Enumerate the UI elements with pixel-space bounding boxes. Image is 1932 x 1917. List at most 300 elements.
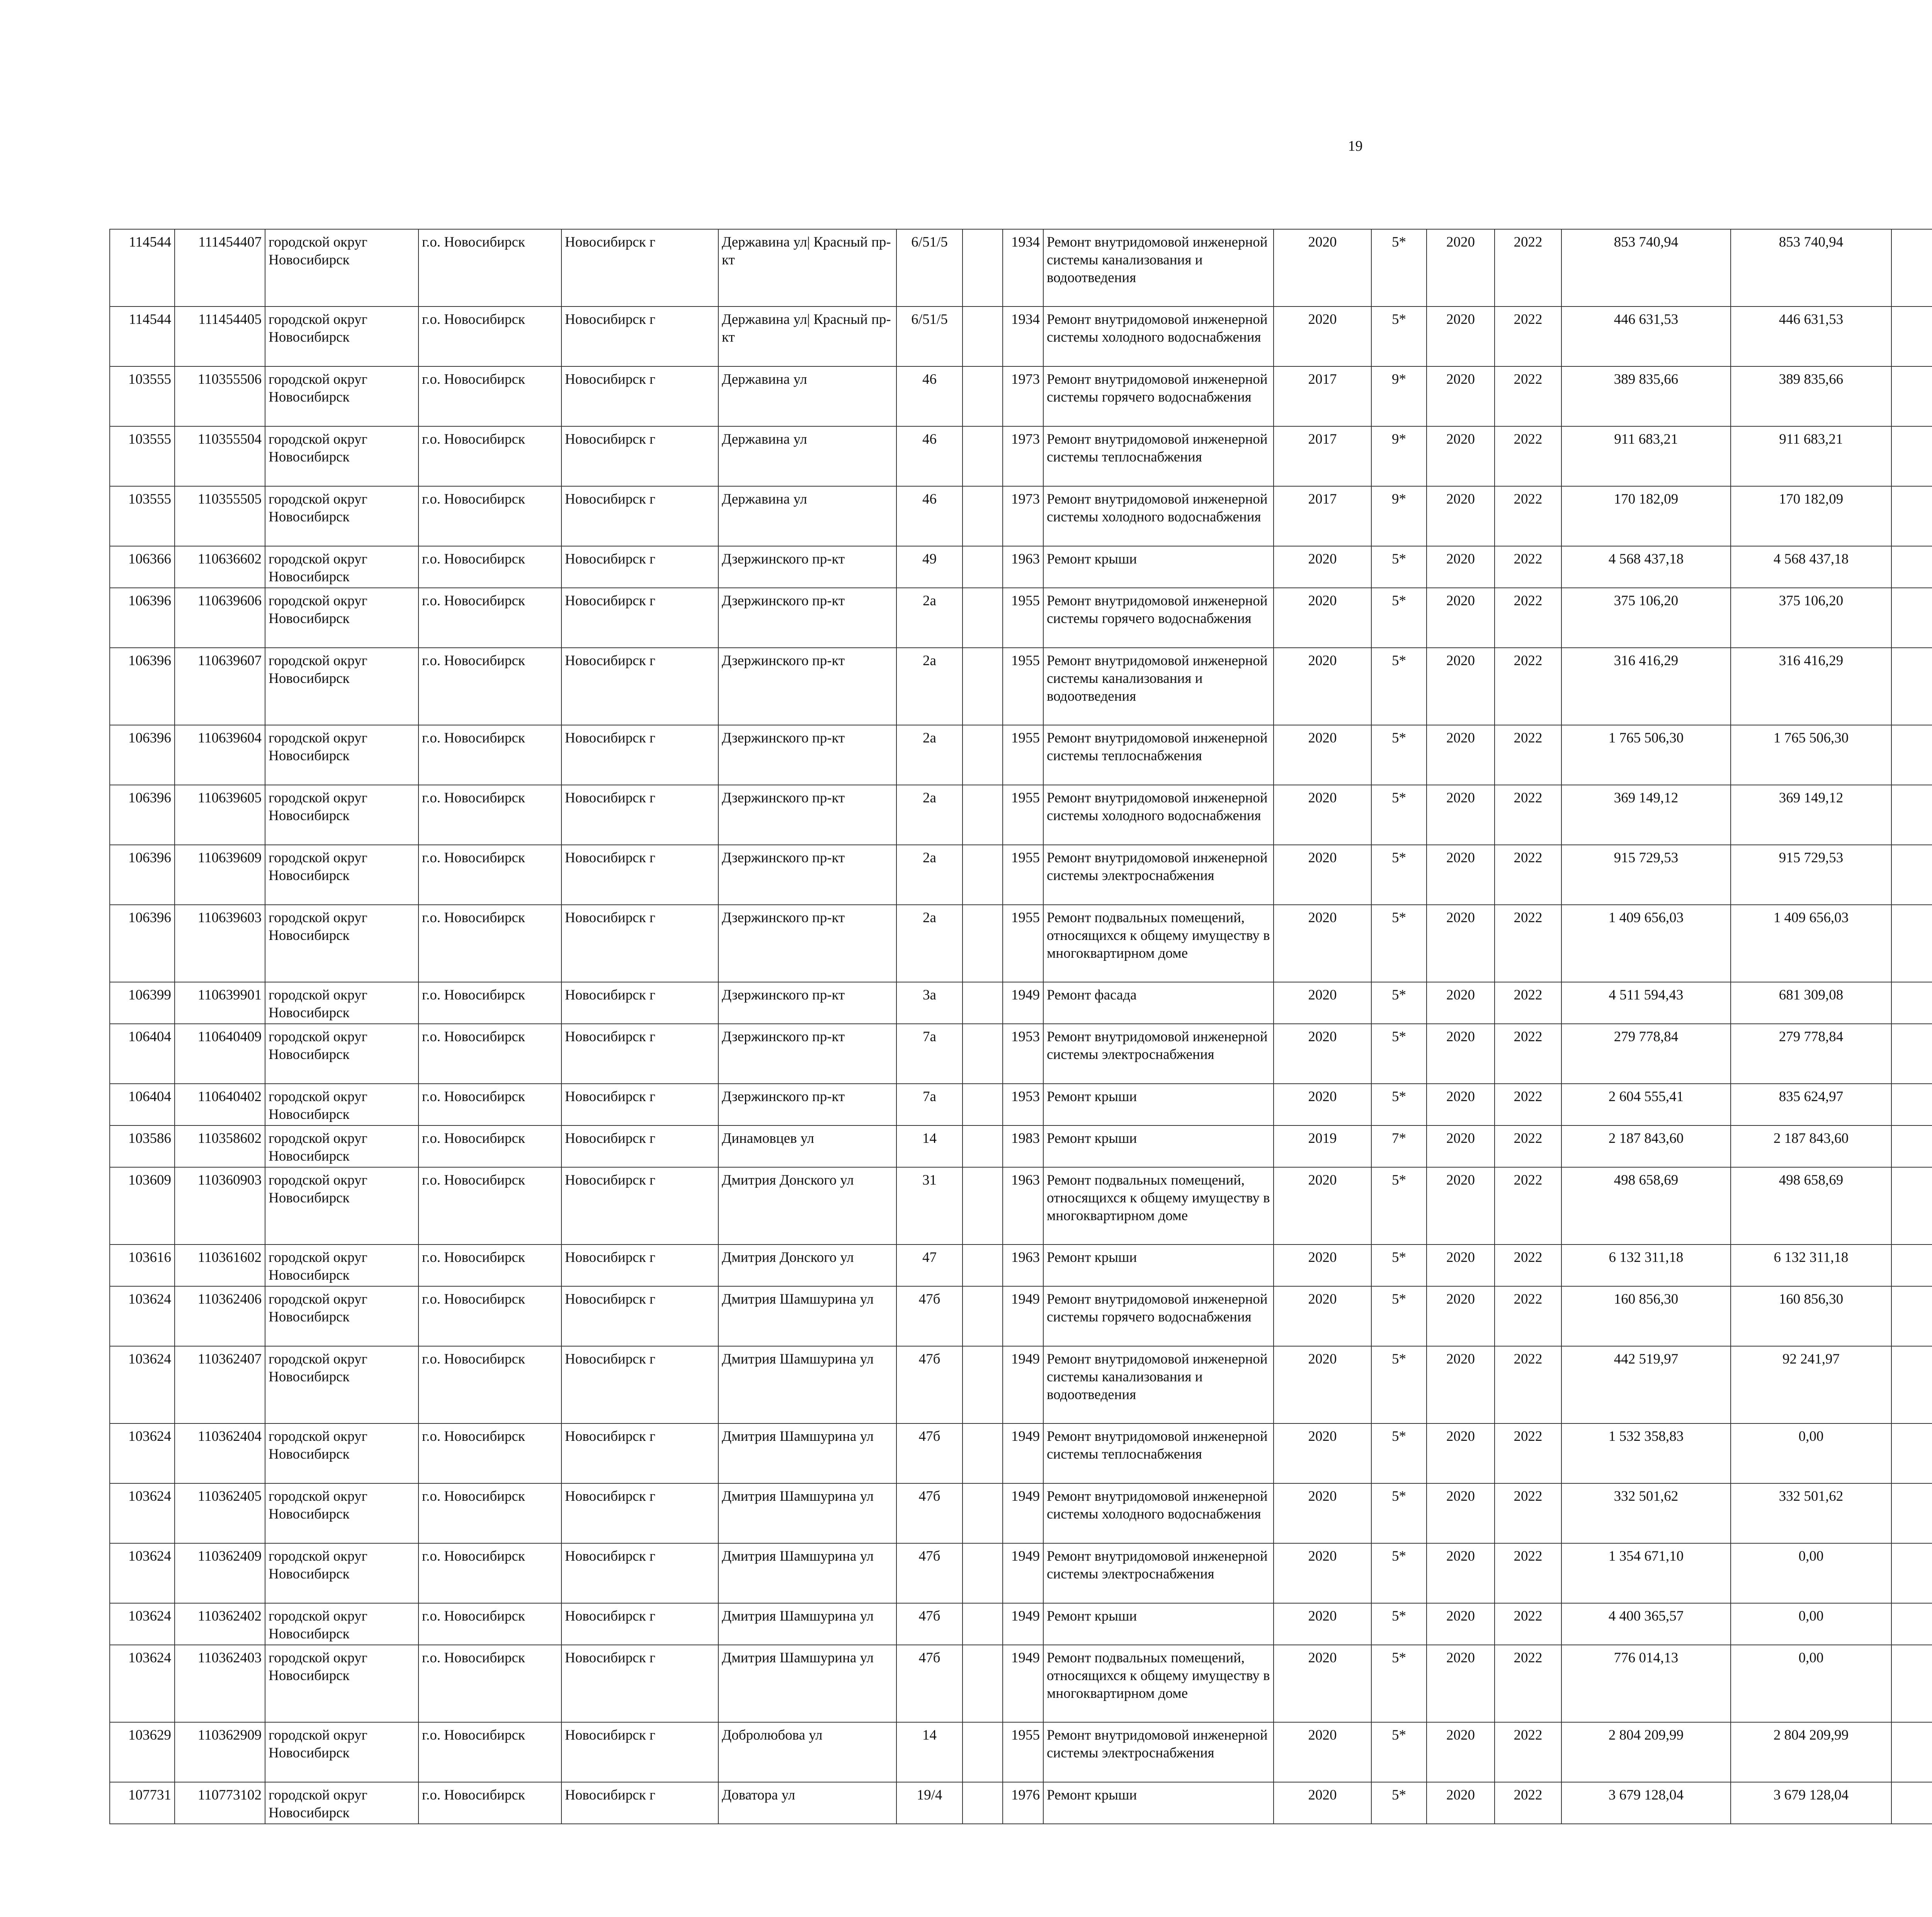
- cell-budget-federal: [1891, 1423, 1932, 1483]
- cell-year-built: 1934: [1003, 229, 1043, 306]
- cell-plan-end: 2022: [1495, 306, 1561, 366]
- cell-program-id: 110358602: [175, 1125, 265, 1167]
- cell-fund-cost: 0,00: [1731, 1543, 1891, 1603]
- cell-plan-end: 2022: [1495, 366, 1561, 426]
- table-row: [110, 1346, 1932, 1423]
- cell-house-id: 106396: [110, 845, 175, 905]
- cell-last-repair-year: 2020: [1274, 905, 1371, 982]
- table-row: [110, 1722, 1932, 1782]
- table-row: [110, 229, 1932, 306]
- cell-fund-cost: 2 804 209,99: [1731, 1722, 1891, 1782]
- cell-budget-federal: [1891, 366, 1932, 426]
- cell-street: Дзержинского пр-кт: [718, 725, 896, 785]
- cell-floors: 5*: [1371, 785, 1427, 845]
- cell-plan-start: 2020: [1427, 845, 1495, 905]
- cell-total-cost: 6 132 311,18: [1561, 1245, 1731, 1286]
- cell-district: г.о. Новосибирск: [418, 1245, 561, 1286]
- cell-district: г.о. Новосибирск: [418, 1603, 561, 1645]
- cell-total-cost: 369 149,12: [1561, 785, 1731, 845]
- cell-fund-cost: 170 182,09: [1731, 486, 1891, 546]
- cell-building: [963, 306, 1003, 366]
- cell-year-built: 1976: [1003, 1782, 1043, 1824]
- cell-municipality: городской округ Новосибирск: [265, 1167, 418, 1245]
- cell-settlement: Новосибирск г: [561, 1423, 718, 1483]
- cell-budget-federal: [1891, 306, 1932, 366]
- cell-street: Дзержинского пр-кт: [718, 982, 896, 1024]
- cell-work-type: Ремонт внутридомовой инженерной системы электроснабжения: [1043, 1722, 1274, 1782]
- cell-settlement: Новосибирск г: [561, 1167, 718, 1245]
- cell-house-id: 103624: [110, 1645, 175, 1722]
- cell-municipality: городской округ Новосибирск: [265, 426, 418, 486]
- cell-street: Державина ул| Красный пр-кт: [718, 306, 896, 366]
- cell-district: г.о. Новосибирск: [418, 366, 561, 426]
- cell-street: Дзержинского пр-кт: [718, 905, 896, 982]
- table-row: [110, 426, 1932, 486]
- cell-plan-end: 2022: [1495, 1286, 1561, 1346]
- cell-plan-start: 2020: [1427, 229, 1495, 306]
- cell-plan-end: 2022: [1495, 486, 1561, 546]
- cell-year-built: 1963: [1003, 546, 1043, 588]
- cell-program-id: 111454407: [175, 229, 265, 306]
- cell-work-type: Ремонт подвальных помещений, относящихся к общему имуществу в многоквартирном доме: [1043, 1167, 1274, 1245]
- cell-street: Державина ул: [718, 366, 896, 426]
- cell-work-type: Ремонт крыши: [1043, 546, 1274, 588]
- cell-plan-start: 2020: [1427, 366, 1495, 426]
- cell-fund-cost: 1 409 656,03: [1731, 905, 1891, 982]
- capital-repair-table: [109, 229, 1932, 1824]
- cell-program-id: 110362407: [175, 1346, 265, 1423]
- cell-floors: 5*: [1371, 1346, 1427, 1423]
- cell-year-built: 1949: [1003, 1645, 1043, 1722]
- cell-settlement: Новосибирск г: [561, 1245, 718, 1286]
- cell-municipality: городской округ Новосибирск: [265, 1423, 418, 1483]
- cell-budget-federal: [1891, 426, 1932, 486]
- table-row: [110, 1245, 1932, 1286]
- cell-budget-federal: [1891, 982, 1932, 1024]
- cell-floors: 5*: [1371, 1423, 1427, 1483]
- cell-plan-end: 2022: [1495, 1543, 1561, 1603]
- cell-settlement: Новосибирск г: [561, 306, 718, 366]
- cell-building: [963, 982, 1003, 1024]
- cell-budget-federal: [1891, 588, 1932, 648]
- cell-house-number: 47б: [896, 1603, 963, 1645]
- cell-total-cost: 4 568 437,18: [1561, 546, 1731, 588]
- cell-total-cost: 279 778,84: [1561, 1024, 1731, 1084]
- cell-fund-cost: 92 241,97: [1731, 1346, 1891, 1423]
- cell-program-id: 110362402: [175, 1603, 265, 1645]
- cell-year-built: 1955: [1003, 588, 1043, 648]
- cell-floors: 5*: [1371, 1722, 1427, 1782]
- cell-house-number: 47б: [896, 1286, 963, 1346]
- cell-plan-start: 2020: [1427, 905, 1495, 982]
- cell-building: [963, 1084, 1003, 1125]
- cell-plan-start: 2020: [1427, 1125, 1495, 1167]
- cell-plan-end: 2022: [1495, 1245, 1561, 1286]
- table-row: [110, 366, 1932, 426]
- cell-budget-federal: [1891, 1543, 1932, 1603]
- table-row: [110, 588, 1932, 648]
- cell-district: г.о. Новосибирск: [418, 486, 561, 546]
- cell-work-type: Ремонт внутридомовой инженерной системы теплоснабжения: [1043, 1423, 1274, 1483]
- cell-house-number: 6/51/5: [896, 229, 963, 306]
- cell-fund-cost: 911 683,21: [1731, 426, 1891, 486]
- cell-total-cost: 776 014,13: [1561, 1645, 1731, 1722]
- cell-house-number: 7а: [896, 1084, 963, 1125]
- cell-municipality: городской округ Новосибирск: [265, 1543, 418, 1603]
- cell-building: [963, 1603, 1003, 1645]
- cell-floors: 5*: [1371, 588, 1427, 648]
- cell-program-id: 110636602: [175, 546, 265, 588]
- cell-house-id: 103555: [110, 426, 175, 486]
- cell-building: [963, 1286, 1003, 1346]
- cell-work-type: Ремонт внутридомовой инженерной системы канализования и водоотведения: [1043, 648, 1274, 725]
- cell-house-id: 106404: [110, 1084, 175, 1125]
- cell-settlement: Новосибирск г: [561, 1084, 718, 1125]
- cell-house-number: 14: [896, 1722, 963, 1782]
- cell-house-id: 106396: [110, 648, 175, 725]
- cell-work-type: Ремонт крыши: [1043, 1603, 1274, 1645]
- table-row: [110, 785, 1932, 845]
- cell-settlement: Новосибирск г: [561, 229, 718, 306]
- cell-district: г.о. Новосибирск: [418, 648, 561, 725]
- cell-last-repair-year: 2020: [1274, 588, 1371, 648]
- cell-plan-end: 2022: [1495, 648, 1561, 725]
- cell-budget-federal: [1891, 1603, 1932, 1645]
- cell-fund-cost: 446 631,53: [1731, 306, 1891, 366]
- cell-last-repair-year: 2020: [1274, 785, 1371, 845]
- cell-municipality: городской округ Новосибирск: [265, 306, 418, 366]
- cell-street: Державина ул: [718, 486, 896, 546]
- cell-building: [963, 1346, 1003, 1423]
- cell-plan-end: 2022: [1495, 1024, 1561, 1084]
- cell-house-id: 106396: [110, 785, 175, 845]
- cell-year-built: 1955: [1003, 648, 1043, 725]
- cell-program-id: 110362405: [175, 1483, 265, 1543]
- cell-last-repair-year: 2020: [1274, 229, 1371, 306]
- cell-house-id: 103624: [110, 1286, 175, 1346]
- cell-building: [963, 486, 1003, 546]
- cell-district: г.о. Новосибирск: [418, 1167, 561, 1245]
- cell-house-number: 19/4: [896, 1782, 963, 1824]
- cell-floors: 5*: [1371, 1245, 1427, 1286]
- table-row: [110, 845, 1932, 905]
- cell-municipality: городской округ Новосибирск: [265, 1125, 418, 1167]
- cell-municipality: городской округ Новосибирск: [265, 546, 418, 588]
- cell-floors: 7*: [1371, 1125, 1427, 1167]
- cell-total-cost: 498 658,69: [1561, 1167, 1731, 1245]
- cell-budget-federal: [1891, 845, 1932, 905]
- cell-plan-end: 2022: [1495, 1423, 1561, 1483]
- cell-year-built: 1963: [1003, 1245, 1043, 1286]
- cell-fund-cost: 6 132 311,18: [1731, 1245, 1891, 1286]
- cell-floors: 9*: [1371, 486, 1427, 546]
- cell-fund-cost: 332 501,62: [1731, 1483, 1891, 1543]
- cell-work-type: Ремонт внутридомовой инженерной системы электроснабжения: [1043, 1543, 1274, 1603]
- cell-total-cost: 4 511 594,43: [1561, 982, 1731, 1024]
- cell-house-number: 31: [896, 1167, 963, 1245]
- cell-last-repair-year: 2020: [1274, 306, 1371, 366]
- cell-fund-cost: 0,00: [1731, 1645, 1891, 1722]
- cell-plan-end: 2022: [1495, 1125, 1561, 1167]
- cell-building: [963, 1245, 1003, 1286]
- cell-building: [963, 725, 1003, 785]
- cell-fund-cost: 160 856,30: [1731, 1286, 1891, 1346]
- cell-municipality: городской округ Новосибирск: [265, 905, 418, 982]
- cell-year-built: 1983: [1003, 1125, 1043, 1167]
- cell-settlement: Новосибирск г: [561, 1782, 718, 1824]
- cell-plan-start: 2020: [1427, 1286, 1495, 1346]
- cell-program-id: 110639901: [175, 982, 265, 1024]
- cell-settlement: Новосибирск г: [561, 1645, 718, 1722]
- cell-floors: 5*: [1371, 982, 1427, 1024]
- cell-total-cost: 4 400 365,57: [1561, 1603, 1731, 1645]
- cell-plan-end: 2022: [1495, 1084, 1561, 1125]
- cell-house-id: 106404: [110, 1024, 175, 1084]
- cell-last-repair-year: 2020: [1274, 1346, 1371, 1423]
- cell-plan-start: 2020: [1427, 306, 1495, 366]
- cell-municipality: городской округ Новосибирск: [265, 1483, 418, 1543]
- cell-house-number: 47б: [896, 1346, 963, 1423]
- cell-year-built: 1949: [1003, 1603, 1043, 1645]
- cell-district: г.о. Новосибирск: [418, 426, 561, 486]
- cell-settlement: Новосибирск г: [561, 486, 718, 546]
- cell-fund-cost: 0,00: [1731, 1603, 1891, 1645]
- cell-building: [963, 1125, 1003, 1167]
- cell-district: г.о. Новосибирск: [418, 1782, 561, 1824]
- cell-total-cost: 332 501,62: [1561, 1483, 1731, 1543]
- cell-house-number: 2а: [896, 845, 963, 905]
- cell-budget-federal: [1891, 1024, 1932, 1084]
- cell-total-cost: 1 354 671,10: [1561, 1543, 1731, 1603]
- cell-settlement: Новосибирск г: [561, 588, 718, 648]
- cell-last-repair-year: 2020: [1274, 1245, 1371, 1286]
- cell-settlement: Новосибирск г: [561, 982, 718, 1024]
- cell-district: г.о. Новосибирск: [418, 588, 561, 648]
- cell-budget-federal: [1891, 1782, 1932, 1824]
- cell-budget-federal: [1891, 1167, 1932, 1245]
- cell-municipality: городской округ Новосибирск: [265, 845, 418, 905]
- cell-program-id: 110640402: [175, 1084, 265, 1125]
- cell-settlement: Новосибирск г: [561, 648, 718, 725]
- cell-plan-start: 2020: [1427, 1024, 1495, 1084]
- cell-fund-cost: 835 624,97: [1731, 1084, 1891, 1125]
- cell-program-id: 110639609: [175, 845, 265, 905]
- cell-year-built: 1949: [1003, 1543, 1043, 1603]
- cell-work-type: Ремонт подвальных помещений, относящихся к общему имуществу в многоквартирном доме: [1043, 905, 1274, 982]
- cell-house-number: 2а: [896, 648, 963, 725]
- cell-year-built: 1949: [1003, 1346, 1043, 1423]
- cell-street: Дмитрия Шамшурина ул: [718, 1423, 896, 1483]
- cell-year-built: 1955: [1003, 905, 1043, 982]
- cell-budget-federal: [1891, 1645, 1932, 1722]
- cell-district: г.о. Новосибирск: [418, 1125, 561, 1167]
- cell-total-cost: 442 519,97: [1561, 1346, 1731, 1423]
- cell-plan-end: 2022: [1495, 229, 1561, 306]
- cell-last-repair-year: 2020: [1274, 982, 1371, 1024]
- table-row: [110, 1084, 1932, 1125]
- table-row: [110, 1603, 1932, 1645]
- cell-municipality: городской округ Новосибирск: [265, 366, 418, 426]
- cell-building: [963, 1024, 1003, 1084]
- cell-street: Дмитрия Шамшурина ул: [718, 1286, 896, 1346]
- cell-last-repair-year: 2020: [1274, 1483, 1371, 1543]
- cell-settlement: Новосибирск г: [561, 725, 718, 785]
- cell-house-id: 103624: [110, 1346, 175, 1423]
- table-row: [110, 1286, 1932, 1346]
- cell-floors: 5*: [1371, 1645, 1427, 1722]
- cell-municipality: городской округ Новосибирск: [265, 229, 418, 306]
- cell-floors: 5*: [1371, 1084, 1427, 1125]
- cell-street: Добролюбова ул: [718, 1722, 896, 1782]
- cell-fund-cost: 316 416,29: [1731, 648, 1891, 725]
- cell-work-type: Ремонт крыши: [1043, 1125, 1274, 1167]
- cell-last-repair-year: 2017: [1274, 366, 1371, 426]
- cell-plan-start: 2020: [1427, 426, 1495, 486]
- cell-plan-end: 2022: [1495, 546, 1561, 588]
- cell-street: Дзержинского пр-кт: [718, 845, 896, 905]
- cell-last-repair-year: 2020: [1274, 1084, 1371, 1125]
- cell-house-id: 103624: [110, 1483, 175, 1543]
- cell-street: Дмитрия Шамшурина ул: [718, 1603, 896, 1645]
- cell-fund-cost: 1 765 506,30: [1731, 725, 1891, 785]
- table-row: [110, 725, 1932, 785]
- cell-house-number: 47: [896, 1245, 963, 1286]
- cell-plan-start: 2020: [1427, 1483, 1495, 1543]
- cell-plan-start: 2020: [1427, 1722, 1495, 1782]
- cell-year-built: 1949: [1003, 982, 1043, 1024]
- cell-year-built: 1973: [1003, 486, 1043, 546]
- cell-plan-start: 2020: [1427, 546, 1495, 588]
- cell-floors: 5*: [1371, 648, 1427, 725]
- cell-work-type: Ремонт внутридомовой инженерной системы горячего водоснабжения: [1043, 1286, 1274, 1346]
- cell-plan-end: 2022: [1495, 426, 1561, 486]
- cell-municipality: городской округ Новосибирск: [265, 1782, 418, 1824]
- cell-last-repair-year: 2020: [1274, 648, 1371, 725]
- cell-plan-start: 2020: [1427, 1603, 1495, 1645]
- cell-municipality: городской округ Новосибирск: [265, 1603, 418, 1645]
- cell-fund-cost: 369 149,12: [1731, 785, 1891, 845]
- cell-work-type: Ремонт внутридомовой инженерной системы горячего водоснабжения: [1043, 366, 1274, 426]
- cell-district: г.о. Новосибирск: [418, 725, 561, 785]
- cell-district: г.о. Новосибирск: [418, 1024, 561, 1084]
- cell-plan-end: 2022: [1495, 1782, 1561, 1824]
- cell-house-id: 106396: [110, 725, 175, 785]
- cell-fund-cost: 2 187 843,60: [1731, 1125, 1891, 1167]
- cell-plan-start: 2020: [1427, 1782, 1495, 1824]
- cell-district: г.о. Новосибирск: [418, 1483, 561, 1543]
- cell-building: [963, 229, 1003, 306]
- cell-floors: 9*: [1371, 366, 1427, 426]
- cell-municipality: городской округ Новосибирск: [265, 725, 418, 785]
- cell-house-number: 2а: [896, 725, 963, 785]
- cell-plan-start: 2020: [1427, 486, 1495, 546]
- table-row: [110, 546, 1932, 588]
- cell-work-type: Ремонт внутридомовой инженерной системы холодного водоснабжения: [1043, 1483, 1274, 1543]
- table-row: [110, 306, 1932, 366]
- cell-plan-start: 2020: [1427, 785, 1495, 845]
- cell-plan-end: 2022: [1495, 1722, 1561, 1782]
- cell-house-id: 103616: [110, 1245, 175, 1286]
- cell-program-id: 110362404: [175, 1423, 265, 1483]
- cell-street: Дзержинского пр-кт: [718, 785, 896, 845]
- cell-floors: 5*: [1371, 725, 1427, 785]
- cell-house-id: 103609: [110, 1167, 175, 1245]
- cell-work-type: Ремонт крыши: [1043, 1245, 1274, 1286]
- cell-work-type: Ремонт внутридомовой инженерной системы теплоснабжения: [1043, 725, 1274, 785]
- cell-settlement: Новосибирск г: [561, 905, 718, 982]
- cell-year-built: 1934: [1003, 306, 1043, 366]
- cell-program-id: 110355505: [175, 486, 265, 546]
- cell-total-cost: 853 740,94: [1561, 229, 1731, 306]
- cell-budget-federal: [1891, 1722, 1932, 1782]
- cell-house-id: 114544: [110, 229, 175, 306]
- cell-floors: 5*: [1371, 229, 1427, 306]
- cell-street: Дзержинского пр-кт: [718, 1084, 896, 1125]
- cell-year-built: 1949: [1003, 1286, 1043, 1346]
- cell-floors: 5*: [1371, 905, 1427, 982]
- cell-program-id: 110362409: [175, 1543, 265, 1603]
- cell-settlement: Новосибирск г: [561, 1125, 718, 1167]
- cell-floors: 5*: [1371, 1543, 1427, 1603]
- cell-building: [963, 1782, 1003, 1824]
- cell-house-number: 47б: [896, 1423, 963, 1483]
- cell-total-cost: 375 106,20: [1561, 588, 1731, 648]
- cell-year-built: 1949: [1003, 1423, 1043, 1483]
- cell-total-cost: 446 631,53: [1561, 306, 1731, 366]
- cell-building: [963, 1167, 1003, 1245]
- table-row: [110, 1543, 1932, 1603]
- cell-last-repair-year: 2020: [1274, 1603, 1371, 1645]
- cell-budget-federal: [1891, 546, 1932, 588]
- cell-district: г.о. Новосибирск: [418, 982, 561, 1024]
- cell-floors: 5*: [1371, 306, 1427, 366]
- cell-house-id: 103624: [110, 1543, 175, 1603]
- cell-street: Дмитрия Донского ул: [718, 1167, 896, 1245]
- cell-district: г.о. Новосибирск: [418, 1645, 561, 1722]
- cell-street: Дмитрия Шамшурина ул: [718, 1483, 896, 1543]
- cell-fund-cost: 681 309,08: [1731, 982, 1891, 1024]
- cell-budget-federal: [1891, 1245, 1932, 1286]
- cell-work-type: Ремонт крыши: [1043, 1084, 1274, 1125]
- cell-total-cost: 316 416,29: [1561, 648, 1731, 725]
- cell-street: Державина ул: [718, 426, 896, 486]
- cell-last-repair-year: 2020: [1274, 1645, 1371, 1722]
- cell-total-cost: 1 765 506,30: [1561, 725, 1731, 785]
- cell-house-id: 106396: [110, 588, 175, 648]
- cell-program-id: 110639607: [175, 648, 265, 725]
- cell-work-type: Ремонт внутридомовой инженерной системы канализования и водоотведения: [1043, 1346, 1274, 1423]
- cell-building: [963, 546, 1003, 588]
- cell-budget-federal: [1891, 1125, 1932, 1167]
- cell-floors: 9*: [1371, 426, 1427, 486]
- cell-work-type: Ремонт внутридомовой инженерной системы электроснабжения: [1043, 845, 1274, 905]
- cell-building: [963, 1483, 1003, 1543]
- cell-house-number: 6/51/5: [896, 306, 963, 366]
- cell-house-id: 106396: [110, 905, 175, 982]
- cell-building: [963, 648, 1003, 725]
- cell-district: г.о. Новосибирск: [418, 905, 561, 982]
- cell-house-number: 2а: [896, 785, 963, 845]
- cell-municipality: городской округ Новосибирск: [265, 1024, 418, 1084]
- table-row: [110, 1167, 1932, 1245]
- cell-total-cost: 3 679 128,04: [1561, 1782, 1731, 1824]
- cell-settlement: Новосибирск г: [561, 1543, 718, 1603]
- cell-municipality: городской округ Новосибирск: [265, 1645, 418, 1722]
- cell-street: Доватора ул: [718, 1782, 896, 1824]
- cell-street: Дзержинского пр-кт: [718, 648, 896, 725]
- cell-municipality: городской округ Новосибирск: [265, 648, 418, 725]
- cell-last-repair-year: 2020: [1274, 1722, 1371, 1782]
